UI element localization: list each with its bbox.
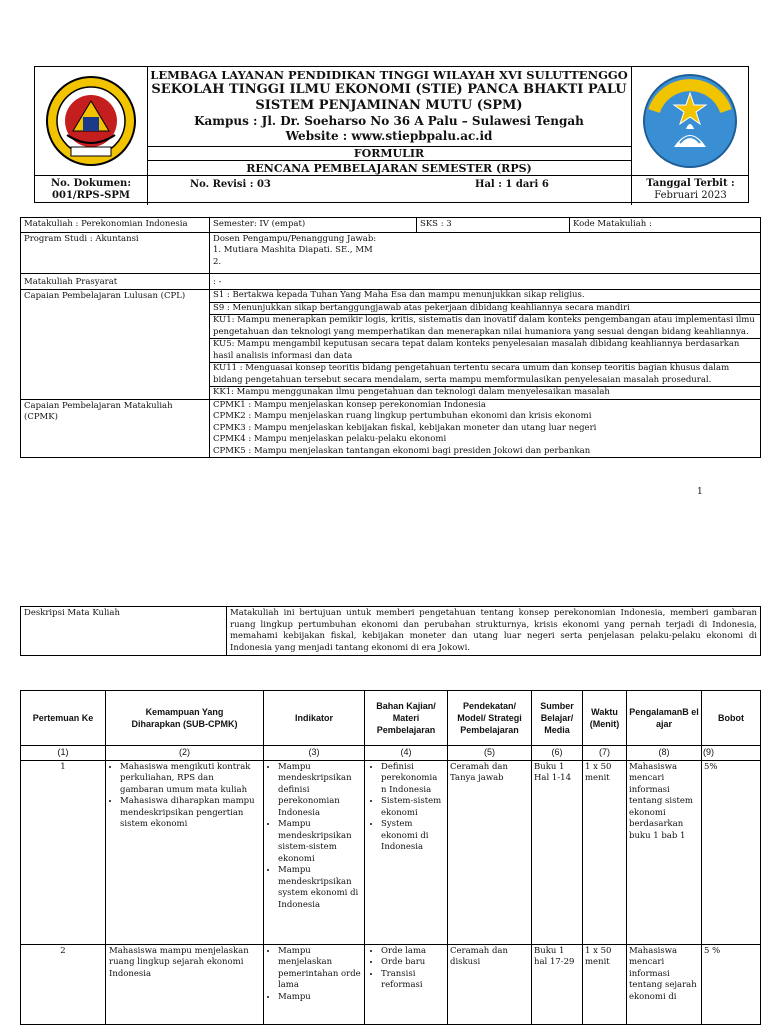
pendekatan-cell: Ceramah dan Tanya jawab — [448, 760, 532, 944]
list-item: • Transisi reformasi — [381, 969, 445, 992]
deskripsi-label: Deskripsi Mata Kuliah — [21, 607, 227, 656]
website-line: Website : www.stiepbpalu.ac.id — [285, 129, 493, 143]
list-item: • Mampu — [278, 992, 362, 1004]
subcpmk-list — [108, 762, 260, 831]
bahan-cell — [365, 944, 448, 1024]
formulir-label: FORMULIR — [353, 147, 425, 160]
col-header-pertemuan: Pertemuan Ke — [21, 691, 106, 746]
col-number: (5) — [448, 746, 532, 761]
cpl-item: KK1: Mampu menggunakan ilmu pengetahuan dan teknologi dalam menyelesaikan masalah — [213, 387, 610, 397]
learning-plan-table — [20, 690, 761, 1025]
pengalaman-cell: Mahasiswa mencari informasi tentang sistem ekonomi berdasarkan buku 1 bab 1 — [627, 760, 702, 944]
bahan-list — [369, 946, 445, 992]
col-number: (1) — [21, 746, 106, 761]
right-logo-cell — [631, 67, 749, 175]
col-header-bahan: Bahan Kajian/ Materi Pembelajaran — [365, 691, 448, 746]
col-header-sumber: Sumber Belajar/ Media — [532, 691, 583, 746]
cpl-item: KU1: Mampu menerapkan pemikir logis, kritis, sistematis dan inovatif dalam konteks pengembangan atau implementasi ilmu pengetahuan dan teknologi yang memperhatikan dan menerapkan nilai humaniora yang sesuai dengan bidang keahliannya. — [210, 315, 760, 339]
indikator-cell — [264, 760, 365, 944]
left-logo-cell — [35, 67, 148, 175]
list-item: • Definisi perekonomia n Indonesia — [381, 762, 445, 797]
no-dokumen-value: 001/RPS-SPM — [52, 190, 130, 201]
dosen-2: 2. — [213, 256, 222, 267]
sks-cell: SKS : 3 — [417, 218, 570, 233]
cpmk-item: CPMK4 : Mampu menjelaskan pelaku-pelaku ekonomi — [213, 434, 447, 444]
list-item: • Orde baru — [381, 957, 445, 969]
tanggal-cell — [631, 176, 749, 205]
list-item: • Mampu mendeskripsikan sistem-sistem ekonomi — [278, 819, 362, 865]
col-number: (7) — [583, 746, 627, 761]
cpmk-item: CPMK3 : Mampu menjelaskan kebijakan fiskal, kebijakan moneter dan utang luar negeri — [213, 422, 597, 433]
list-item: • Sistem-sistem ekonomi — [381, 796, 445, 819]
subcpmk-cell: Mahasiswa mampu menjelaskan ruang lingkup sejarah ekonomi Indonesia — [106, 944, 264, 1024]
pertemuan-cell: 2 — [21, 944, 106, 1024]
col-header-subcpmk: Kemampuan Yang Diharapkan (SUB-CPMK) — [106, 691, 264, 746]
header-meta-row — [35, 175, 748, 203]
prodi-cell: Program Studi : Akuntansi — [21, 232, 210, 273]
col-header-waktu: Waktu (Menit) — [583, 691, 627, 746]
list-item: • Mampu mendeskripsikan system ekonomi di Indonesia — [278, 865, 362, 911]
cpmk-cell — [210, 399, 761, 458]
cpl-item: S1 : Bertakwa kepada Tuhan Yang Maha Esa dan mampu menunjukkan sikap religius. — [210, 290, 760, 303]
cpl-item: KU5: Mampu mengambil keputusan secara tepat dalam konteks penyelesaian masalah dibidang keahliannya berdasarkan hasil analisis informasi dan data — [210, 339, 760, 363]
campus-line: Kampus : Jl. Dr. Soeharso No 36 A Palu – Sulawesi Tengah — [194, 114, 584, 128]
col-number: (9) — [702, 746, 761, 761]
list-item: • System ekonomi di Indonesia — [381, 819, 445, 854]
cpl-item: S9 : Menunjukkan sikap bertanggungjawab atas pekerjaan dibidang keahliannya secara mandiri — [210, 303, 760, 316]
cpl-item: KU11 : Menguasai konsep teoritis bidang pengetahuan tertentu secara umum dan konsep teoritis bagian khusus dalam bidang pengetahuan tersebut secara mendalam, serta mampu memformulasikan penyelesaian masalah prosedural. — [210, 363, 760, 387]
deskripsi-table — [20, 606, 761, 656]
waktu-cell: 1 x 50 menit — [583, 760, 627, 944]
table-row — [21, 760, 761, 944]
list-item: • Mampu menjelaskan pemerintahan orde lama — [278, 946, 362, 992]
cpmk-label: Capaian Pembelajaran Matakuliah (CPMK) — [21, 399, 210, 458]
bahan-cell — [365, 760, 448, 944]
prasyarat-label: Matakuliah Prasyarat — [21, 273, 210, 290]
table-row — [21, 944, 761, 1024]
document-header — [34, 66, 749, 203]
spm-line: SISTEM PENJAMINAN MUTU (SPM) — [255, 98, 523, 113]
matakuliah-cell: Matakuliah : Perekonomian Indonesia — [21, 218, 210, 233]
dosen-label: Dosen Pengampu/Penanggung Jawab: — [213, 233, 377, 244]
tut-wuri-handayani-icon — [640, 71, 740, 171]
col-number: (6) — [532, 746, 583, 761]
list-item: • Mahasiswa mengikuti kontrak perkuliahan, RPS dan gambaran umum mata kuliah — [120, 762, 260, 797]
col-header-bobot: Bobot — [702, 691, 761, 746]
institution-line: LEMBAGA LAYANAN PENDIDIKAN TINGGI WILAYAH XVI SULUTTENGGO — [150, 68, 628, 82]
prasyarat-value: : - — [210, 273, 761, 290]
indikator-list — [266, 946, 362, 1004]
col-number: (3) — [264, 746, 365, 761]
semester-cell: Semester: IV (empat) — [210, 218, 417, 233]
pendekatan-cell: Ceramah dan diskusi — [448, 944, 532, 1024]
cpmk-item: CPMK5 : Mampu menjelaskan tantangan ekonomi bagi presiden Jokowi dan perbankan — [213, 445, 591, 456]
rps-row — [147, 160, 631, 176]
no-dokumen-label: No. Dokumen: — [50, 178, 132, 189]
rps-label: RENCANA PEMBELAJARAN SEMESTER (RPS) — [246, 162, 532, 175]
no-revisi: No. Revisi : 03 — [190, 179, 271, 190]
formulir-row — [147, 146, 631, 161]
col-header-indikator: Indikator — [264, 691, 365, 746]
list-item: • Orde lama — [381, 946, 445, 958]
cpl-label: Capaian Pembelajaran Lulusan (CPL) — [21, 290, 210, 400]
pertemuan-cell: 1 — [21, 760, 106, 944]
hal: Hal : 1 dari 6 — [475, 179, 549, 190]
page-number: 1 — [697, 487, 703, 497]
indikator-list — [266, 762, 362, 912]
school-line: SEKOLAH TINGGI ILMU EKONOMI (STIE) PANCA BHAKTI PALU — [151, 82, 627, 97]
cpmk-item: CPMK1 : Mampu menjelaskan konsep perekonomian Indonesia — [213, 399, 486, 410]
pengalaman-cell: Mahasiswa mencari informasi tentang sejarah ekonomi di — [627, 944, 702, 1024]
col-header-pengalaman: PengalamanB elajar — [627, 691, 702, 746]
list-item: • Mahasiswa diharapkan mampu mendeskripsikan pengertian sistem ekonomi — [120, 796, 260, 831]
header-title-block — [147, 67, 631, 146]
cpmk-item: CPMK2 : Mampu menjelaskan ruang lingkup pertumbuhan ekonomi dan krisis ekonomi — [213, 411, 592, 421]
stie-logo-icon — [43, 73, 139, 169]
bobot-cell: 5% — [702, 760, 761, 944]
bobot-cell: 5 % — [702, 944, 761, 1024]
list-item: • Mampu mendeskripsikan definisi perekonomian Indonesia — [278, 762, 362, 820]
col-number: (8) — [627, 746, 702, 761]
subcpmk-cell — [106, 760, 264, 944]
col-number: (4) — [365, 746, 448, 761]
deskripsi-text: Matakuliah ini bertujuan untuk memberi pengetahuan tentang konsep perekonomian Indonesia, memberi gambaran ruang lingkup pertumbuhan ekonomi dan perubahan strukturnya, krisis ekonomi yang pernah terjadi di Indonesia, memahami kebijakan fiskal, kebijakan moneter dan utang luar negeri serta penjelasan pelaku-pelaku ekonomi di Indonesia yang menjadi tantang ekonomi di era Jokowi. — [227, 607, 761, 656]
bahan-list — [369, 762, 445, 854]
tanggal-value: Februari 2023 — [654, 190, 727, 201]
no-dokumen-cell — [35, 176, 148, 205]
dosen-cell — [210, 232, 761, 273]
col-number: (2) — [106, 746, 264, 761]
sumber-cell: Buku 1 hal 17-29 — [532, 944, 583, 1024]
cpl-cell — [210, 290, 761, 400]
dosen-1: 1. Mutiara Mashita Diapati. SE., MM — [213, 245, 373, 255]
sumber-cell: Buku 1 Hal 1-14 — [532, 760, 583, 944]
tanggal-label: Tanggal Terbit : — [646, 178, 735, 189]
col-header-pendekatan: Pendekatan/ Model/ Strategi Pembelajaran — [448, 691, 532, 746]
course-info-table — [20, 217, 761, 458]
kode-cell: Kode Matakuliah : — [570, 218, 761, 233]
waktu-cell: 1 x 50 menit — [583, 944, 627, 1024]
indikator-cell — [264, 944, 365, 1024]
